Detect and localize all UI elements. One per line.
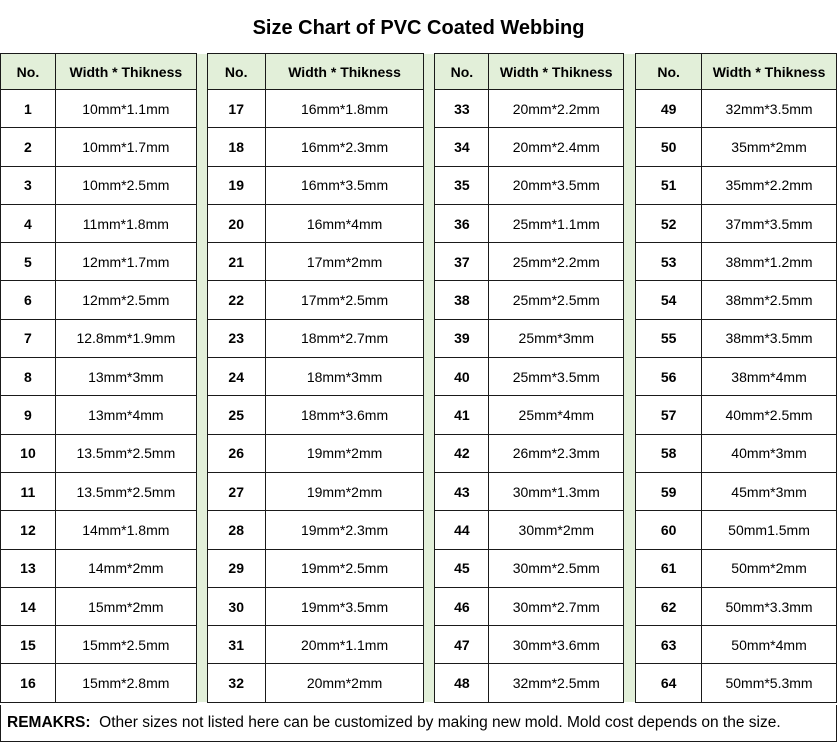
item-number: 51 <box>636 166 702 204</box>
item-size: 25mm*3mm <box>489 319 624 357</box>
item-size: 50mm*5.3mm <box>702 664 837 702</box>
item-size: 18mm*3.6mm <box>265 396 424 434</box>
item-size: 13.5mm*2.5mm <box>55 434 196 472</box>
item-number: 18 <box>207 128 265 166</box>
item-size: 16mm*4mm <box>265 204 424 242</box>
remarks-label: REMAKRS: <box>7 714 91 731</box>
item-number: 9 <box>1 396 56 434</box>
item-number: 21 <box>207 243 265 281</box>
item-number: 27 <box>207 472 265 510</box>
item-number: 12 <box>1 511 56 549</box>
item-number: 57 <box>636 396 702 434</box>
size-table <box>0 53 837 703</box>
item-number: 4 <box>1 204 56 242</box>
item-size: 15mm*2.8mm <box>55 664 196 702</box>
item-number: 8 <box>1 358 56 396</box>
table-row <box>1 243 837 281</box>
item-size: 13.5mm*2.5mm <box>55 472 196 510</box>
item-number: 55 <box>636 319 702 357</box>
header-row <box>1 54 837 90</box>
item-size: 25mm*2.2mm <box>489 243 624 281</box>
item-number: 41 <box>435 396 489 434</box>
item-size: 32mm*3.5mm <box>702 90 837 128</box>
remarks-text: Other sizes not listed here can be customized by making new mold. Mold cost depends on the size. <box>99 714 781 731</box>
table-row <box>1 472 837 510</box>
item-size: 12.8mm*1.9mm <box>55 319 196 357</box>
item-size: 19mm*3.5mm <box>265 587 424 625</box>
item-size: 12mm*2.5mm <box>55 281 196 319</box>
item-size: 35mm*2.2mm <box>702 166 837 204</box>
table-row <box>1 319 837 357</box>
chart-title: Size Chart of PVC Coated Webbing <box>252 17 585 39</box>
item-number: 47 <box>435 626 489 664</box>
table-row <box>1 434 837 472</box>
table-row <box>1 358 837 396</box>
item-number: 58 <box>636 434 702 472</box>
item-size: 50mm*4mm <box>702 626 837 664</box>
item-number: 3 <box>1 166 56 204</box>
item-size: 17mm*2mm <box>265 243 424 281</box>
item-number: 49 <box>636 90 702 128</box>
item-number: 2 <box>1 128 56 166</box>
item-size: 40mm*3mm <box>702 434 837 472</box>
column-separator <box>624 54 636 703</box>
item-size: 19mm*2mm <box>265 472 424 510</box>
item-number: 54 <box>636 281 702 319</box>
header-width-thickness: Width * Thikness <box>702 54 837 90</box>
item-size: 50mm*3.3mm <box>702 587 837 625</box>
item-size: 30mm*2.7mm <box>489 587 624 625</box>
item-size: 25mm*1.1mm <box>489 204 624 242</box>
item-number: 23 <box>207 319 265 357</box>
item-number: 20 <box>207 204 265 242</box>
item-size: 19mm*2.3mm <box>265 511 424 549</box>
item-size: 20mm*2.2mm <box>489 90 624 128</box>
item-number: 32 <box>207 664 265 702</box>
header-no: No. <box>435 54 489 90</box>
item-number: 22 <box>207 281 265 319</box>
item-number: 56 <box>636 358 702 396</box>
item-size: 10mm*1.1mm <box>55 90 196 128</box>
item-size: 13mm*3mm <box>55 358 196 396</box>
item-size: 10mm*1.7mm <box>55 128 196 166</box>
item-size: 35mm*2mm <box>702 128 837 166</box>
remarks-note <box>0 705 837 742</box>
item-size: 18mm*2.7mm <box>265 319 424 357</box>
item-size: 30mm*3.6mm <box>489 626 624 664</box>
item-size: 38mm*4mm <box>702 358 837 396</box>
table-row <box>1 396 837 434</box>
item-number: 39 <box>435 319 489 357</box>
column-separator <box>196 54 207 703</box>
item-size: 19mm*2mm <box>265 434 424 472</box>
item-number: 40 <box>435 358 489 396</box>
table-row <box>1 204 837 242</box>
header-no: No. <box>1 54 56 90</box>
item-size: 26mm*2.3mm <box>489 434 624 472</box>
item-number: 63 <box>636 626 702 664</box>
item-size: 12mm*1.7mm <box>55 243 196 281</box>
item-number: 60 <box>636 511 702 549</box>
item-size: 30mm*2.5mm <box>489 549 624 587</box>
item-size: 45mm*3mm <box>702 472 837 510</box>
table-row <box>1 549 837 587</box>
item-number: 16 <box>1 664 56 702</box>
item-size: 30mm*1.3mm <box>489 472 624 510</box>
item-number: 1 <box>1 90 56 128</box>
item-number: 48 <box>435 664 489 702</box>
item-size: 16mm*1.8mm <box>265 90 424 128</box>
item-size: 13mm*4mm <box>55 396 196 434</box>
item-size: 38mm*3.5mm <box>702 319 837 357</box>
item-size: 20mm*2.4mm <box>489 128 624 166</box>
item-number: 46 <box>435 587 489 625</box>
header-width-thickness: Width * Thikness <box>265 54 424 90</box>
header-no: No. <box>207 54 265 90</box>
table-row <box>1 511 837 549</box>
item-number: 7 <box>1 319 56 357</box>
item-number: 62 <box>636 587 702 625</box>
item-number: 14 <box>1 587 56 625</box>
header-width-thickness: Width * Thikness <box>55 54 196 90</box>
item-number: 50 <box>636 128 702 166</box>
item-number: 38 <box>435 281 489 319</box>
item-number: 45 <box>435 549 489 587</box>
item-size: 19mm*2.5mm <box>265 549 424 587</box>
item-number: 44 <box>435 511 489 549</box>
item-number: 33 <box>435 90 489 128</box>
item-number: 5 <box>1 243 56 281</box>
item-size: 20mm*1.1mm <box>265 626 424 664</box>
item-number: 13 <box>1 549 56 587</box>
item-number: 19 <box>207 166 265 204</box>
item-number: 35 <box>435 166 489 204</box>
item-number: 30 <box>207 587 265 625</box>
item-size: 15mm*2mm <box>55 587 196 625</box>
header-width-thickness: Width * Thikness <box>489 54 624 90</box>
item-size: 40mm*2.5mm <box>702 396 837 434</box>
item-number: 31 <box>207 626 265 664</box>
item-number: 24 <box>207 358 265 396</box>
item-number: 6 <box>1 281 56 319</box>
table-row <box>1 281 837 319</box>
item-number: 28 <box>207 511 265 549</box>
item-size: 16mm*2.3mm <box>265 128 424 166</box>
table-row <box>1 664 837 702</box>
item-size: 25mm*4mm <box>489 396 624 434</box>
item-size: 11mm*1.8mm <box>55 204 196 242</box>
item-size: 15mm*2.5mm <box>55 626 196 664</box>
item-number: 36 <box>435 204 489 242</box>
item-number: 34 <box>435 128 489 166</box>
item-size: 14mm*2mm <box>55 549 196 587</box>
item-size: 10mm*2.5mm <box>55 166 196 204</box>
item-size: 38mm*1.2mm <box>702 243 837 281</box>
item-number: 59 <box>636 472 702 510</box>
item-size: 14mm*1.8mm <box>55 511 196 549</box>
item-number: 61 <box>636 549 702 587</box>
column-separator <box>424 54 435 703</box>
item-number: 26 <box>207 434 265 472</box>
item-number: 43 <box>435 472 489 510</box>
table-row <box>1 128 837 166</box>
item-number: 29 <box>207 549 265 587</box>
item-number: 11 <box>1 472 56 510</box>
item-number: 25 <box>207 396 265 434</box>
item-number: 64 <box>636 664 702 702</box>
item-size: 38mm*2.5mm <box>702 281 837 319</box>
table-row <box>1 90 837 128</box>
table-row <box>1 166 837 204</box>
item-number: 17 <box>207 90 265 128</box>
item-size: 37mm*3.5mm <box>702 204 837 242</box>
item-size: 25mm*2.5mm <box>489 281 624 319</box>
header-no: No. <box>636 54 702 90</box>
item-number: 53 <box>636 243 702 281</box>
item-number: 10 <box>1 434 56 472</box>
item-size: 32mm*2.5mm <box>489 664 624 702</box>
item-size: 18mm*3mm <box>265 358 424 396</box>
item-size: 20mm*2mm <box>265 664 424 702</box>
item-size: 50mm1.5mm <box>702 511 837 549</box>
item-size: 25mm*3.5mm <box>489 358 624 396</box>
item-size: 16mm*3.5mm <box>265 166 424 204</box>
item-number: 52 <box>636 204 702 242</box>
item-number: 42 <box>435 434 489 472</box>
item-size: 20mm*3.5mm <box>489 166 624 204</box>
item-size: 17mm*2.5mm <box>265 281 424 319</box>
item-size: 30mm*2mm <box>489 511 624 549</box>
item-number: 37 <box>435 243 489 281</box>
item-size: 50mm*2mm <box>702 549 837 587</box>
item-number: 15 <box>1 626 56 664</box>
table-row <box>1 626 837 664</box>
table-row <box>1 587 837 625</box>
